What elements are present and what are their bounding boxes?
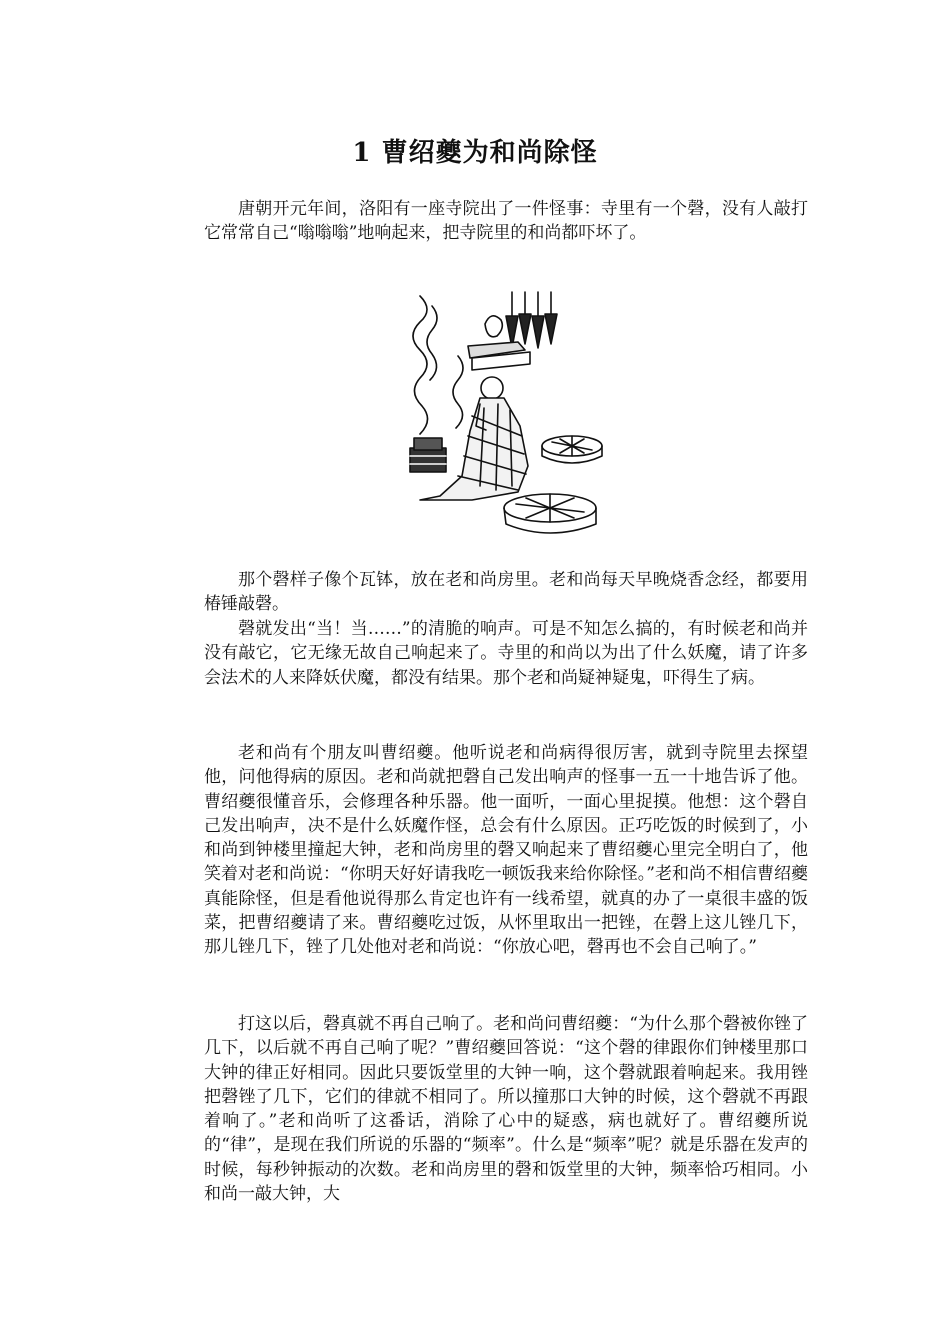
paragraph-4: 老和尚有个朋友叫曹绍夔。他听说老和尚病得很厉害，就到寺院里去探望他，问他得病的原因。老和尚就把磬自己发出响声的怪事一五一十地告诉了他。曹绍夔很懂音乐，会修理各种乐器。他一面听，一面心里捉摸。他想：这个磬自己发出响声，决不是什么妖魔作怪，总会有什么原因。正巧吃饭的时候到了，小和尚到钟楼里撞起大钟，老和尚房里的磬又响起来了曹绍夔心里完全明白了，他笑着对老和尚说：“你明天好好请我吃一顿饭我来给你除怪。”老和尚不相信曹绍夔真能除怪，但是看他说得那么肯定也许有一线希望，就真的办了一桌很丰盛的饭菜，把曹绍夔请了来。曹绍夔吃过饭，从怀里取出一把锉，在磬上这儿锉几下，那儿锉几下，锉了几处他对老和尚说：“你放心吧，磬再也不会自己响了。” (204, 743, 808, 958)
incense-burner-icon (410, 438, 446, 472)
monk-illustration (400, 286, 620, 546)
chime-bowl-icon (542, 436, 602, 463)
paragraph-3: 磬就发出“当！当……”的清脆的响声。可是不知怎么搞的，有时候老和尚并没有敲它，它无缘无故自己响起来了。寺里的和尚以为出了什么妖魔，请了许多会法术的人来降妖伏魔，都没有结果。那个老和尚疑神疑鬼，吓得生了病。 (204, 619, 808, 688)
paragraph-5: 打这以后，磬真就不再自己响了。老和尚问曹绍夔：“为什么那个磬被你锉了几下，以后就不再自己响了呢？”曹绍夔回答说：“这个磬的律跟你们钟楼里那口大钟的律正好相同。因此只要饭堂里的大钟一响，这个磬就跟着响起来。我用锉把磬锉了几下，它们的律就不相同了。所以撞那口大钟的时候，这个磬就不再跟着响了。”老和尚听了这番话，消除了心中的疑惑，病也就好了。曹绍夔所说的“律”，是现在我们所说的乐器的“频率”。什么是“频率”呢？就是乐器在发声的时候，每秒钟振动的次数。老和尚房里的磬和饭堂里的大钟，频率恰巧相同。小和尚一敲大钟，大 (204, 1014, 808, 1205)
paragraph-1: 唐朝开元年间，洛阳有一座寺院出了一件怪事：寺里有一个磬，没有人敲打它常常自己“嗡嗡嗡”地响起来，把寺院里的和尚都吓坏了。 (204, 199, 808, 244)
wooden-fish-icon (504, 494, 596, 533)
page-title: 1 曹绍夔为和尚除怪 (352, 138, 598, 168)
paragraph-2: 那个磬样子像个瓦钵，放在老和尚房里。老和尚每天早晚烧香念经，都要用椿锤敲磬。 (204, 570, 808, 615)
incense-smoke (413, 296, 463, 434)
hanging-chime-icon (506, 292, 557, 348)
